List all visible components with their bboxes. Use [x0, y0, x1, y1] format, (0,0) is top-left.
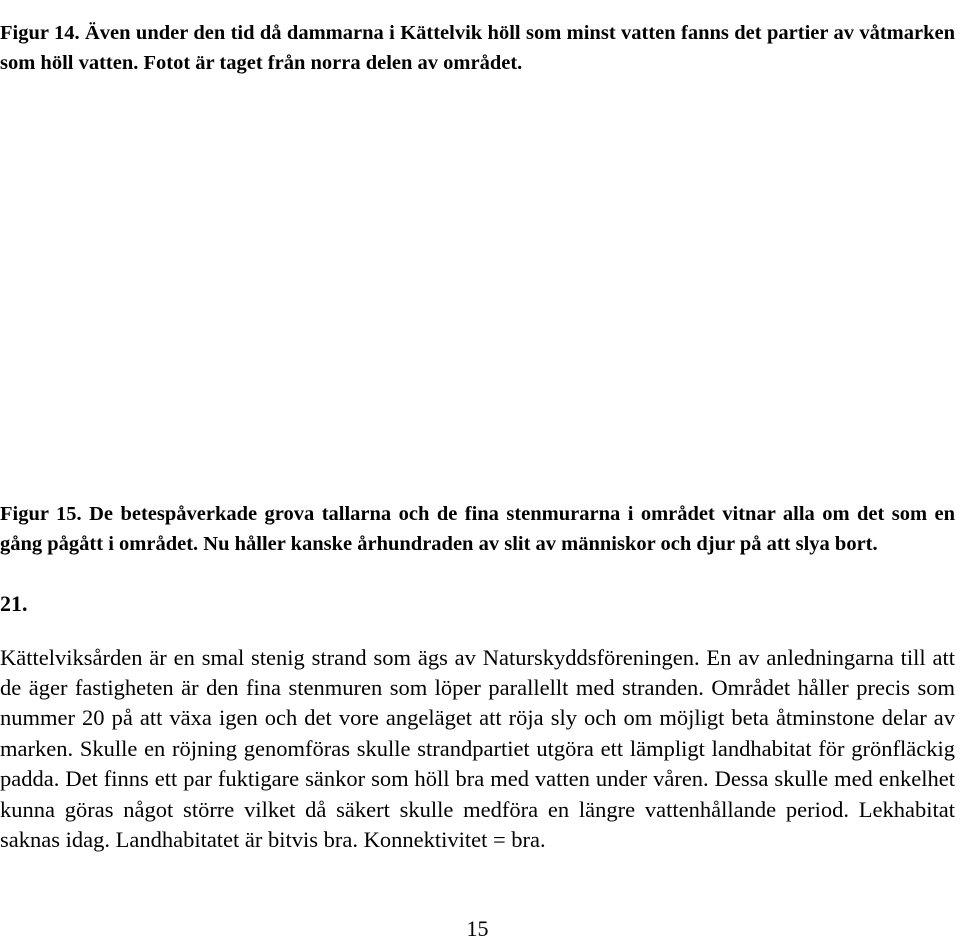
section-number: 21. [0, 591, 28, 616]
page-number: 15 [466, 916, 489, 941]
section-body-text: Kättelviksården är en smal stenig strand som ägs av Naturskyddsföreningen. En av anledningarna till att de äger fastigheten är den fina stenmuren som löper parallellt med stranden. Området håller precis som nummer 20 på att växa igen och det vore angeläget att röja sly och om möjligt beta åtminstone delar av marken. Skulle en röjning genomföras skulle strandpartiet utgöra ett lämpligt landhabitat för grönfläckig padda. Det finns ett par fuktigare sänkor som höll bra med vatten under våren. Dessa skulle med enkelhet kunna göras något större vilket då säkert skulle medföra en längre vattenhållande period. Lekhabitat saknas idag. Landhabitatet är bitvis bra. Konnektivitet = bra. [0, 644, 955, 852]
figure-14-caption: Figur 14. Även under den tid då dammarna i Kättelvik höll som minst vatten fanns det partier av våtmarken som höll vatten. Fotot är taget från norra delen av området. [0, 21, 955, 74]
figure-15-caption: Figur 15. De betespåverkade grova tallarna och de fina stenmurarna i området vitnar alla om det som en gång pågått i området. Nu håller kanske århundraden av slit av människor och djur på att slya bort. [0, 502, 955, 555]
